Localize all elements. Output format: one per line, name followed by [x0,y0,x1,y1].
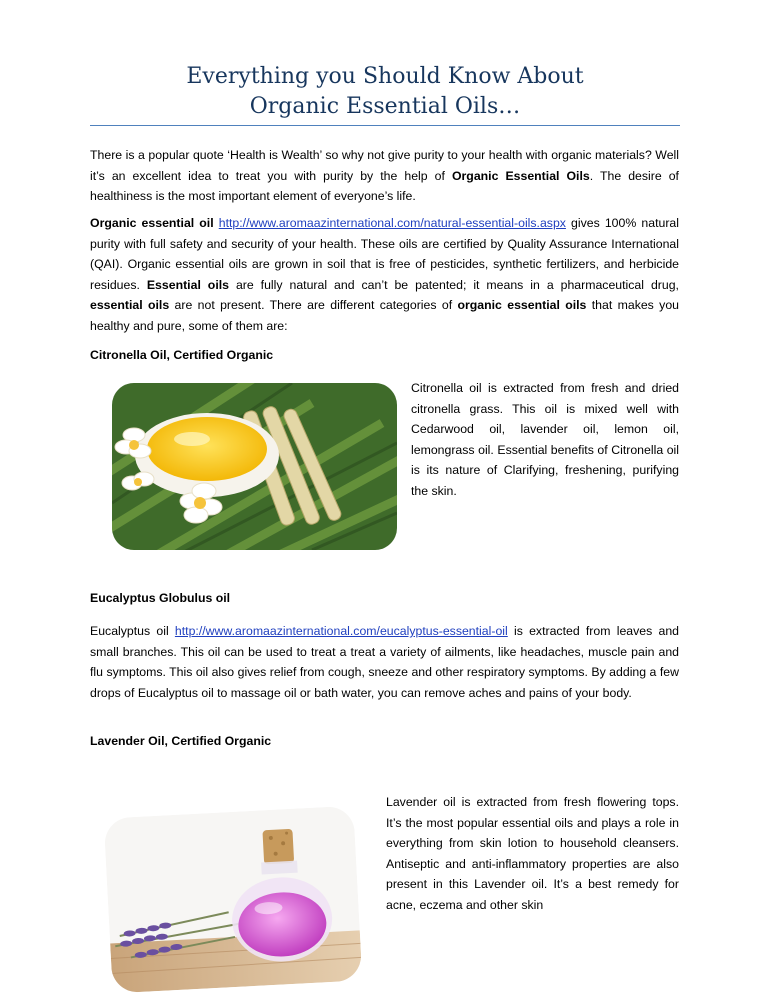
page-title [90,62,680,122]
organic-text-3: are not present. There are different categories of [169,298,458,312]
title-underline [90,125,680,126]
eucalyptus-heading: Eucalyptus Globulus oil [90,591,231,605]
organic-bold-3: essential oils [90,298,170,312]
intro-text-end: . The desire of healthiness is the most important element of everyone’s life. [90,168,679,203]
organic-bold-4: organic essential oils [457,298,587,312]
organic-text-2: are fully natural and can’t be patented; it means in a pharmaceutical drug, [229,277,679,292]
organic-text-4: that makes you healthy and pure, some of them are: [90,298,680,333]
natural-oils-link[interactable]: http://www.aromaazinternational.com/natural-essential-oils.aspx [218,216,566,230]
eucalyptus-text-end: is extracted from leaves and small branches. This oil can be used to treat a treat a variety of ailments, like headaches, muscle pain and flu symptoms. This oil also gives relief from cough, sneeze and other respiratory symptoms. By adding a few drops of Eucalyptus oil to massage oil or bath water, you can remove aches and pains of your body. [90,624,679,700]
intro-text: There is a popular quote ‘Health is Wealth’ so why not give purity to your health with organic materials? Well it’s an excellent idea to treat you with purity by the help of [90,148,679,183]
eucalyptus-text: Eucalyptus oil [90,624,175,638]
organic-paragraph [90,213,679,336]
title-line-2: Organic Essential Oils… [249,94,521,119]
eucalyptus-paragraph [90,621,679,703]
lavender-heading: Lavender Oil, Certified Organic [90,734,272,748]
lavender-description: Lavender oil is extracted from fresh flowering tops. It’s the most popular essential oils and plays a role in everything from skin lotion to household cleansers. Antiseptic and anti-inflammatory properties are also present in this Lavender oil. It’s a best remedy for acne, eczema and other skin [386,795,679,912]
organic-bold-2: Essential oils [146,277,229,292]
eucalyptus-oil-link[interactable]: http://www.aromaazinternational.com/eucalyptus-essential-oil [174,624,508,638]
intro-bold: Organic Essential Oils [451,168,590,183]
citronella-heading: Citronella Oil, Certified Organic [90,348,274,362]
citronella-image [112,383,397,550]
organic-text-1: gives 100% natural purity with full safety and security of your health. These oils are certified by Quality Assurance International (QAI). Organic essential oils are grown in soil that is free of pesticides, synthetic fertilizers, and herbicide residues. [90,216,679,292]
organic-bold-lead: Organic essential oil [90,216,214,230]
title-line-1: Everything you Should Know About [186,64,584,89]
citronella-description: Citronella oil is extracted from fresh and dried citronella grass. This oil is mixed well with Cedarwood oil, lavender oil, lemon oil, lemongrass oil. Essential benefits of Citronella oil is its nature of Clarifying, freshening, purifying the skin. [411,381,679,498]
lavender-image [104,806,363,994]
intro-paragraph [90,145,679,207]
